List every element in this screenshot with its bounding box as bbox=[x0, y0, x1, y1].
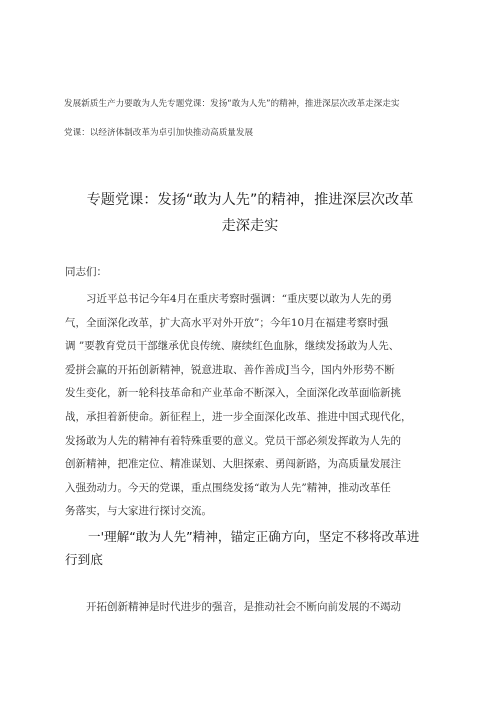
paragraph-1-line: 战，承担着新使命。新征程上，进一步全面深化改革、推进中国式现代化， bbox=[65, 410, 412, 423]
paragraph-1 bbox=[65, 288, 445, 524]
paragraph-1-line: 发生变化，新一轮科技革命和产业革命不断深入，全面深化改革面临新挑 bbox=[65, 387, 401, 400]
paragraph-1-line: 发扬敢为人先的精神有着特殊重要的意义。党员干部必须发挥敢为人先的 bbox=[65, 434, 401, 447]
paragraph-2-line-1: 开拓创新精神是时代进步的强音，是推动社会不断向前发展的不竭动 bbox=[86, 601, 401, 613]
section-heading-line-1: 一'理解“敢为人先”精神，锚定正确方向，坚定不移将改革进 bbox=[88, 529, 420, 544]
document-title-line-2: 走深走实 bbox=[221, 218, 279, 234]
salutation: 同志们： bbox=[65, 266, 107, 278]
paragraph-1-line: 调 ”要教育党员干部继承优良传统、赓续红色血脉，继续发扬敢为人先、 bbox=[65, 340, 400, 353]
paragraph-1-line: 务落实，与大家进行探讨交流。 bbox=[65, 505, 212, 518]
document-title-line-1: 专题党课：发扬“敢为人先”的精神，推进深层次改革 bbox=[86, 192, 414, 208]
header-line-1: 发展新质生产力要敢为人先专题党课：发扬“敢为人先”的精神，推进深层次改革走深走实 bbox=[64, 99, 400, 109]
header-line-2: 党课：以经济体制改革为卓引加快推动高质量发展 bbox=[64, 128, 254, 138]
paragraph-1-line: 创新精神，把准定位、精准谋划、大胆探索、勇闯新路，为高质量发展注 bbox=[65, 458, 401, 471]
paragraph-1-line: 入强劲动力。今天的党课，重点围绕发扬“敢为人先”精神，推动改革任 bbox=[65, 481, 391, 494]
section-heading-line-2: 行到底 bbox=[65, 552, 103, 567]
paragraph-1-line: 习近平总书记今年4月在重庆考察时强调：“重庆要以敢为人先的勇 bbox=[86, 293, 393, 305]
paragraph-1-line: 气，全面深化改革，扩大高水平对外开放”；今年10月在福建考察时强 bbox=[65, 316, 389, 329]
paragraph-1-line: 爱拼会赢的开拓创新精神，锐意进取、善作善成J当今，国内外形势不断 bbox=[65, 363, 395, 376]
